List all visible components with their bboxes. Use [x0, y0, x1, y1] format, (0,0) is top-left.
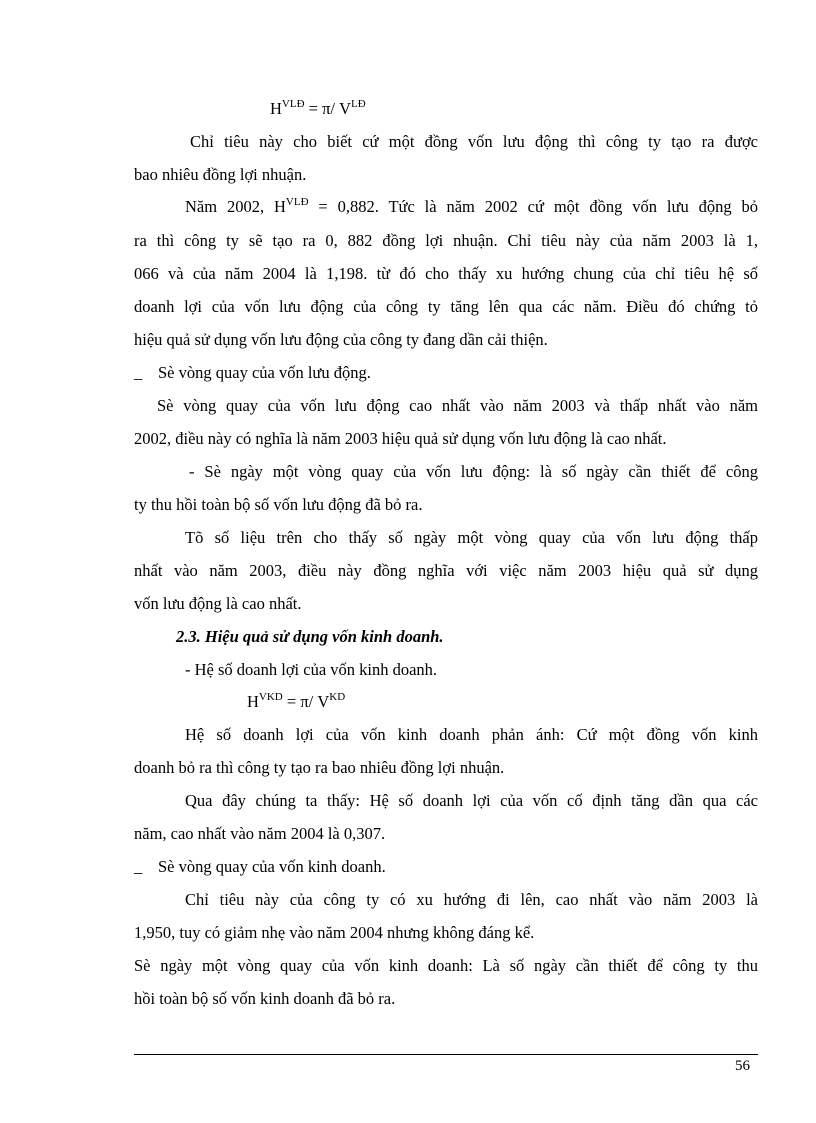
- p6-line-1: Hệ số doanh lợi của vốn kinh doanh phản ánh: Cứ một đồng vốn kinh: [185, 725, 758, 744]
- bullet-vong-quay-vkd: _ Sè vòng quay của vốn kinh doanh.: [134, 857, 386, 876]
- p8-line-2: 1,950, tuy có giảm nhẹ vào năm 2004 nhưng không đáng kể.: [134, 923, 535, 942]
- p5-line-2: nhất vào năm 2003, điều này đồng nghĩa với việc năm 2003 hiệu quả sử dụng: [134, 561, 758, 580]
- p5-line-1: Tõ số liệu trên cho thấy số ngày một vòng quay của vốn lưu động thấp: [185, 528, 758, 547]
- p7-line-1: Qua đây chúng ta thấy: Hệ số doanh lợi của vốn cố định tăng dần qua các: [185, 791, 758, 810]
- p2-line-2: ra thì công ty sẽ tạo ra 0, 882 đồng lợi nhuận. Chỉ tiêu này của năm 2003 là 1,: [134, 231, 758, 250]
- footer-divider: [134, 1054, 758, 1055]
- p7-line-2: năm, cao nhất vào năm 2004 là 0,307.: [134, 824, 386, 843]
- p5-line-3: vốn lưu động là cao nhất.: [134, 594, 302, 613]
- p9-line-2: hồi toàn bộ số vốn kinh doanh đã bỏ ra.: [134, 989, 396, 1008]
- p1-line-2: bao nhiêu đồng lợi nhuận.: [134, 165, 307, 184]
- p8-line-1: Chỉ tiêu này của công ty có xu hướng đi lên, cao nhất vào năm 2003 là: [185, 890, 758, 909]
- p9-line-1: Sè ngày một vòng quay của vốn kinh doanh: Là số ngày cần thiết để công ty thu: [134, 956, 758, 975]
- p3-line-1: Sè vòng quay của vốn lưu động cao nhất vào năm 2003 và thấp nhất vào năm: [157, 396, 758, 415]
- p2-line-4: doanh lợi của vốn lưu động của công ty tăng lên qua các năm. Điều đó chứng tỏ: [134, 297, 758, 316]
- formula-vkd: $H^{VKD} = \pi/$ $V^{KD}$: [247, 691, 346, 711]
- p3-line-2: 2002, điều này có nghĩa là năm 2003 hiệu quả sử dụng vốn lưu động là cao nhất.: [134, 429, 667, 448]
- p4-line-1: - Sè ngày một vòng quay của vốn lưu động: là số ngày cần thiết để công: [189, 462, 758, 481]
- p6-line-2: doanh bỏ ra thì công ty tạo ra bao nhiêu đồng lợi nhuận.: [134, 758, 505, 777]
- section-heading: 2.3. Hiệu quả sử dụng vốn kinh doanh.: [176, 627, 444, 646]
- p2-line-1: Năm 2002, $H^{VLĐ} = 0,882$. Tức là năm 2002 cứ một đồng vốn lưu động bỏ: [185, 196, 758, 216]
- p2-line-3: 066 và của năm 2004 là 1,198. từ đó cho thấy xu hướng chung của chỉ tiêu hệ số: [134, 264, 758, 283]
- formula-vld: $H^{VLĐ} = \pi/$ $V^{LĐ}$: [270, 98, 366, 118]
- sub-item-he-so-doanh-loi: - Hệ số doanh lợi của vốn kinh doanh.: [185, 660, 438, 679]
- page-number: 56: [735, 1058, 750, 1074]
- p2-line-5: hiệu quả sử dụng vốn lưu động của công ty đang dần cải thiện.: [134, 330, 548, 349]
- p1-line-1: Chỉ tiêu này cho biết cứ một đồng vốn lưu động thì công ty tạo ra được: [190, 132, 758, 151]
- bullet-vong-quay-vld: _ Sè vòng quay của vốn lưu động.: [134, 363, 371, 382]
- p4-line-2: ty thu hồi toàn bộ số vốn lưu động đã bỏ ra.: [134, 495, 423, 514]
